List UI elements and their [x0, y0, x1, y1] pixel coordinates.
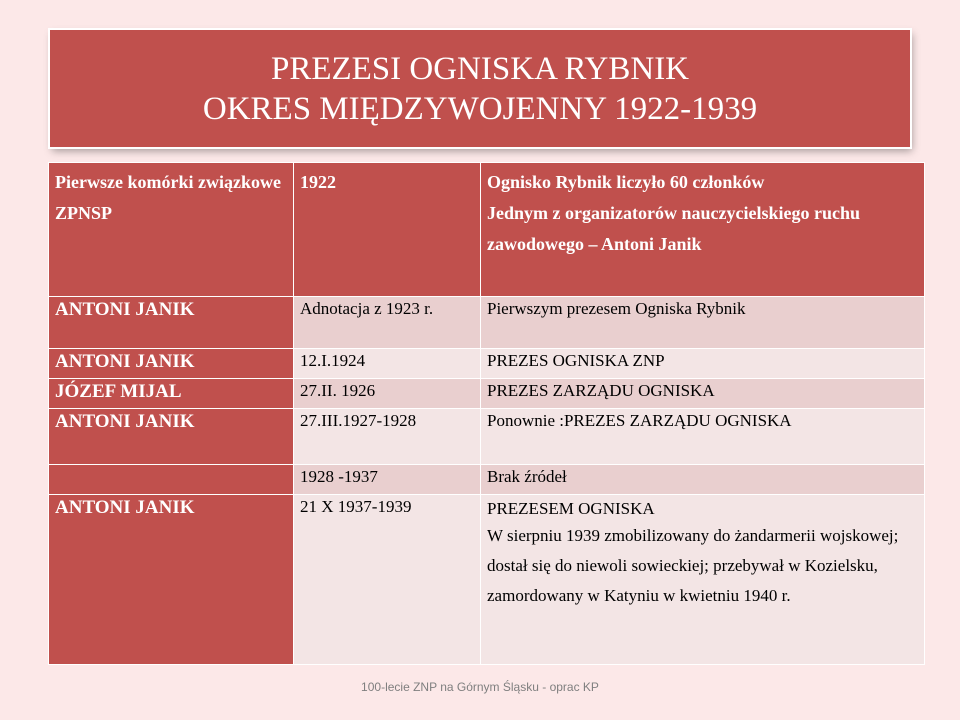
header-cell-3: [481, 163, 925, 297]
row-description: PREZES ZARZĄDU OGNISKA: [481, 379, 925, 409]
row-description: Brak źródeł: [481, 465, 925, 495]
row-description: PREZES OGNISKA ZNP: [481, 349, 925, 379]
table-row: [49, 379, 925, 409]
header-organizer-text: Jednym z organizatorów nauczycielskiego ruchu zawodowego – Antoni Janik: [487, 203, 860, 254]
row-name: ANTONI JANIK: [49, 349, 294, 379]
row-date: 21 X 1937-1939: [294, 495, 481, 665]
footer-text: 100-lecie ZNP na Górnym Śląsku - oprac KP: [361, 680, 599, 694]
row-name: ANTONI JANIK: [49, 297, 294, 349]
row-description: [481, 495, 925, 665]
header-members-text: Ognisko Rybnik liczyło 60 członków: [487, 172, 765, 192]
table-row: [49, 495, 925, 665]
header-cell-1: Pierwsze komórki związkowe ZPNSP: [49, 163, 294, 297]
row-date: Adnotacja z 1923 r.: [294, 297, 481, 349]
row-date: 12.I.1924: [294, 349, 481, 379]
table-row: [49, 409, 925, 465]
row-name: ANTONI JANIK: [49, 409, 294, 465]
row-description: Pierwszym prezesem Ogniska Rybnik: [481, 297, 925, 349]
title-line-2: OKRES MIĘDZYWOJENNY 1922-1939: [202, 90, 758, 127]
table-row: [49, 349, 925, 379]
slide-title: [50, 30, 910, 147]
row-name: [49, 465, 294, 495]
row-description-details: W sierpniu 1939 zmobilizowany do żandarmerii wojskowej; dostał się do niewoli sowieckiej; przebywał w Kozielsku, zamordowany w Katyniu w kwietniu 1940 r.: [487, 526, 899, 605]
row-name: ANTONI JANIK: [49, 495, 294, 665]
row-name: JÓZEF MIJAL: [49, 379, 294, 409]
row-date: 1928 -1937: [294, 465, 481, 495]
row-date: 27.III.1927-1928: [294, 409, 481, 465]
table-row: [49, 297, 925, 349]
title-line-1: PREZESI OGNISKA RYBNIK: [270, 50, 690, 87]
table-header-row: [49, 163, 925, 297]
presidents-table: [48, 162, 925, 665]
row-description-title: PREZESEM OGNISKA: [487, 499, 655, 518]
table-row: [49, 465, 925, 495]
header-cell-2: 1922: [294, 163, 481, 297]
row-date: 27.II. 1926: [294, 379, 481, 409]
row-description: Ponownie :PREZES ZARZĄDU OGNISKA: [481, 409, 925, 465]
